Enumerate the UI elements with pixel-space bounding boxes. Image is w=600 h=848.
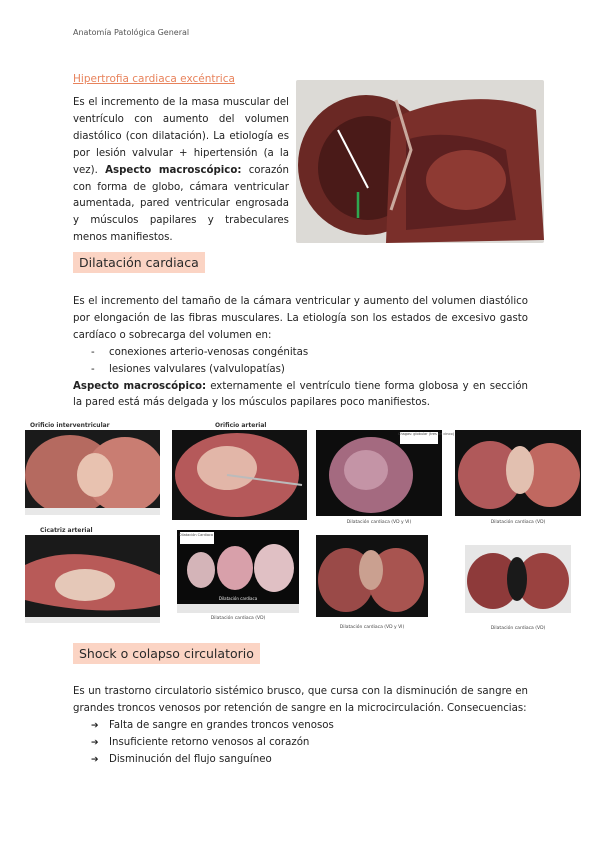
- figure-photo-7: [316, 535, 428, 617]
- list-item: ➔ Falta de sangre en grandes troncos venosos: [91, 718, 528, 735]
- dilatacion-list: [73, 345, 528, 379]
- shock-paragraph: [73, 684, 528, 769]
- dilatacion-macro-label: Aspecto macroscópico:: [73, 380, 207, 392]
- figure-photo-1: [25, 430, 160, 515]
- figure-photo-2: [172, 430, 307, 520]
- figure-caption: Dilatación cardiaca (VD y VI): [346, 520, 412, 525]
- hipertrofia-heart-photo: [296, 80, 544, 243]
- shock-list: [73, 718, 528, 769]
- dilatacion-macro: [73, 379, 528, 413]
- figure-caption: Dilatación cardiaca (VD): [490, 520, 546, 525]
- page-header: Anatomía Patológica General: [73, 28, 190, 37]
- shock-intro: Es un trastorno circulatorio sistémico brusco, que cursa con la disminución de sangre en grandes troncos venosos por retención de sangre en la microcirculación. Consecuencias:: [73, 686, 528, 714]
- figure-caption: Dilatación cardiaca (VD): [210, 616, 266, 621]
- hipertrofia-macro-label: Aspecto macroscópico:: [105, 164, 242, 176]
- figure-photo-8: [465, 545, 571, 613]
- list-item: - lesiones valvulares (valvulopatías): [91, 362, 528, 379]
- figure-label-box: Dilatación Cardiaca: [179, 533, 214, 537]
- dilatacion-paragraph: [73, 294, 528, 412]
- dilatacion-macro-text: externamente el ventrículo tiene forma globosa y en sección la pared está más delgada y los músculos papilares poco manifiestos.: [73, 380, 528, 409]
- hipertrofia-text: Es el incremento de la masa muscular del ventrículo con aumento del volumen diastólico (con dilatación). La etiología es por lesión valvular + hipertensión (a la vez).: [73, 97, 289, 176]
- list-item: - conexiones arterio-venosas congénitas: [91, 345, 528, 362]
- figure-caption: Dilatación cardiaca (VD y VI): [339, 625, 405, 630]
- figure-photo-4: [455, 430, 581, 516]
- list-item: ➔ Disminución del flujo sanguíneo: [91, 752, 528, 769]
- figure-label-box: Chagas: globular (tres de cinco): [398, 432, 454, 436]
- section-subtitle-hipertrofia: Hipertrofia cardiaca excéntrica: [73, 73, 235, 85]
- figure-inner-label: Dilatación cardíaca: [218, 596, 258, 601]
- figure-photo-3: [316, 430, 454, 516]
- figure-caption: Orificio interventricular: [30, 422, 110, 429]
- list-item: ➔ Insuficiente retorno venosos al corazón: [91, 735, 528, 752]
- figure-caption: Orificio arterial: [215, 422, 267, 429]
- section-title-shock: Shock o colapso circulatorio: [73, 643, 260, 664]
- figure-caption: Dilatación cardiaca (VD): [490, 626, 546, 631]
- figure-photo-5: [25, 535, 160, 623]
- figure-caption: Cicatriz arterial: [40, 527, 93, 534]
- dilatacion-intro: Es el incremento del tamaño de la cámara ventricular y aumento del volumen diastólico por elongación de las fibras musculares. La etiología son los estados de excesivo gasto cardíaco o sobrecarga del volumen en:: [73, 296, 528, 341]
- hipertrofia-paragraph: [73, 95, 289, 247]
- section-title-dilatacion: Dilatación cardiaca: [73, 252, 205, 273]
- hipertrofia-macro-text: corazón con forma de globo, cámara ventricular aumentada, pared ventricular engrosada y músculos papilares y trabeculares menos manifiestos.: [73, 164, 289, 244]
